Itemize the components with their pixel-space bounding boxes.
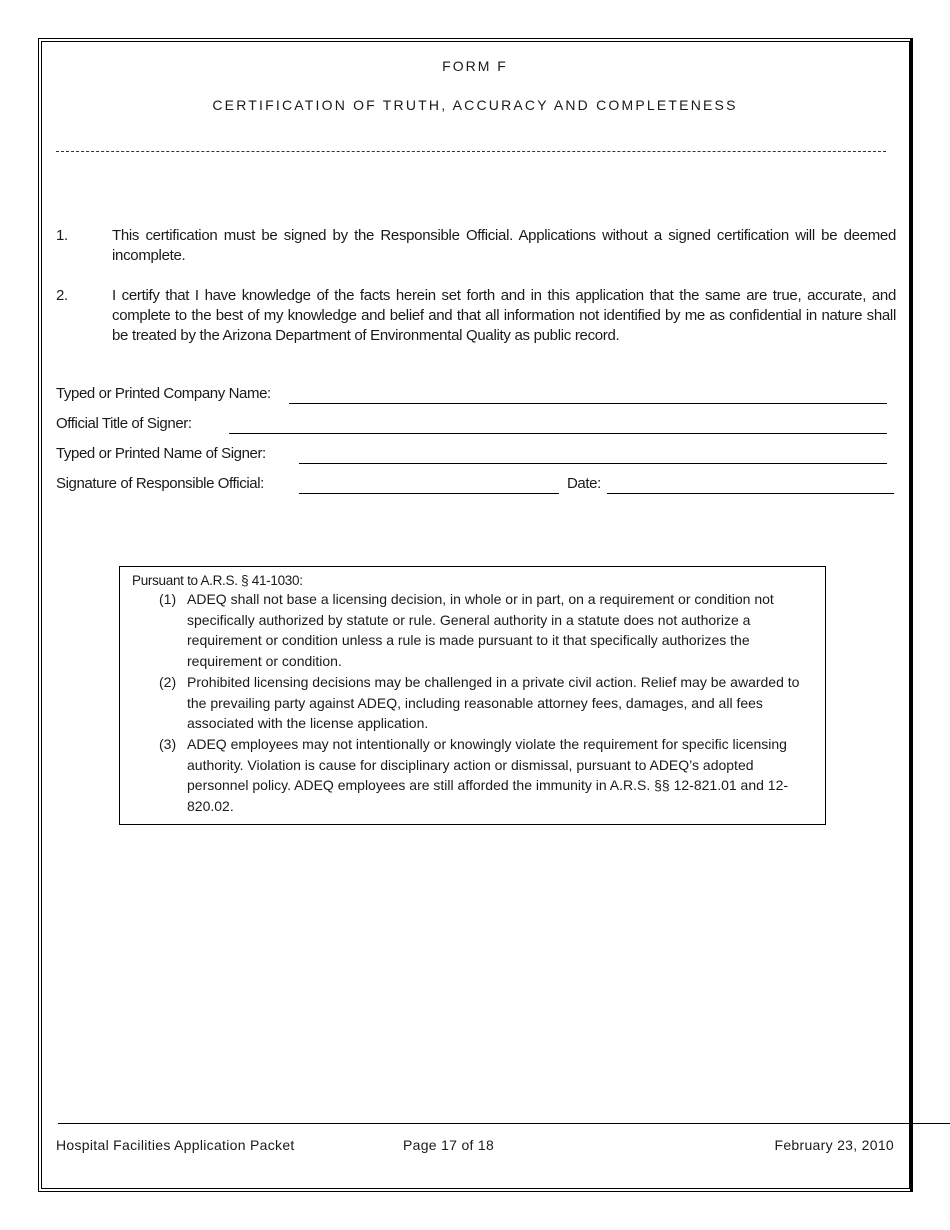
date-field[interactable] <box>607 493 894 494</box>
company-name-label: Typed or Printed Company Name: <box>56 385 271 402</box>
ars-item-text: ADEQ employees may not intentionally or knowingly violate the requirement for specific licensing authority. Violation is cause for disciplinary action or dismissal, pursuant to ADEQ’s adopted personnel policy. ADEQ employees are still afforded the immunity in A.R.S. §§ 12-821.01 and 12-820.02. <box>187 735 789 815</box>
signer-name-label: Typed or Printed Name of Signer: <box>56 445 266 462</box>
footer-date: February 23, 2010 <box>774 1137 894 1153</box>
certification-text: I certify that I have knowledge of the facts herein set forth and in this application that the same are true, accurate, and complete to the best of my knowledge and belief and that all information not identified by me as confidential in nature shall be treated by the Arizona Department of Environmental Quality as public record. <box>112 287 896 344</box>
instruction-text: This certification must be signed by the Responsible Official. Applications without a signed certification will be deemed incomplete. <box>112 227 896 264</box>
signer-name-field[interactable] <box>299 463 887 464</box>
ars-item-number: (1) <box>159 591 177 607</box>
instruction-number: 1. <box>56 227 68 244</box>
form-subtitle: CERTIFICATION OF TRUTH, ACCURACY AND COMPLETENESS <box>212 97 738 113</box>
ars-item <box>132 672 813 734</box>
certification-number: 2. <box>56 287 68 304</box>
official-title-field[interactable] <box>229 433 887 434</box>
footer-document-title: Hospital Facilities Application Packet <box>56 1137 295 1153</box>
ars-item-text: Prohibited licensing decisions may be challenged in a private civil action. Relief may be awarded to the prevailing party against ADEQ, including reasonable attorney fees, damages, and all fees associated with the license application. <box>187 673 800 732</box>
signature-field[interactable] <box>299 493 559 494</box>
form-title: FORM F <box>442 58 508 74</box>
instruction-item <box>56 226 896 266</box>
date-label: Date: <box>567 475 601 492</box>
footer-divider <box>58 1123 950 1124</box>
company-name-field[interactable] <box>289 403 887 404</box>
signature-label: Signature of Responsible Official: <box>56 475 264 492</box>
footer-page-number: Page 17 of 18 <box>403 1137 495 1153</box>
page-border-right <box>910 38 913 1192</box>
ars-item <box>132 589 813 672</box>
ars-item-number: (3) <box>159 735 177 752</box>
ars-item-number: (2) <box>159 673 177 690</box>
official-title-label: Official Title of Signer: <box>56 415 192 432</box>
dashed-divider <box>56 151 886 152</box>
ars-notice-box <box>119 566 826 825</box>
ars-item-text: ADEQ shall not base a licensing decision, in whole or in part, on a requirement or condition not specifically authorized by statute or rule. General authority in a statute does not authorize a requirement or condition unless a rule is made pursuant to it that specifically authorizes the requirement or condition. <box>187 591 774 670</box>
ars-heading: Pursuant to A.R.S. § 41-1030: <box>132 573 303 588</box>
certification-item <box>56 286 896 346</box>
ars-item <box>132 734 813 817</box>
